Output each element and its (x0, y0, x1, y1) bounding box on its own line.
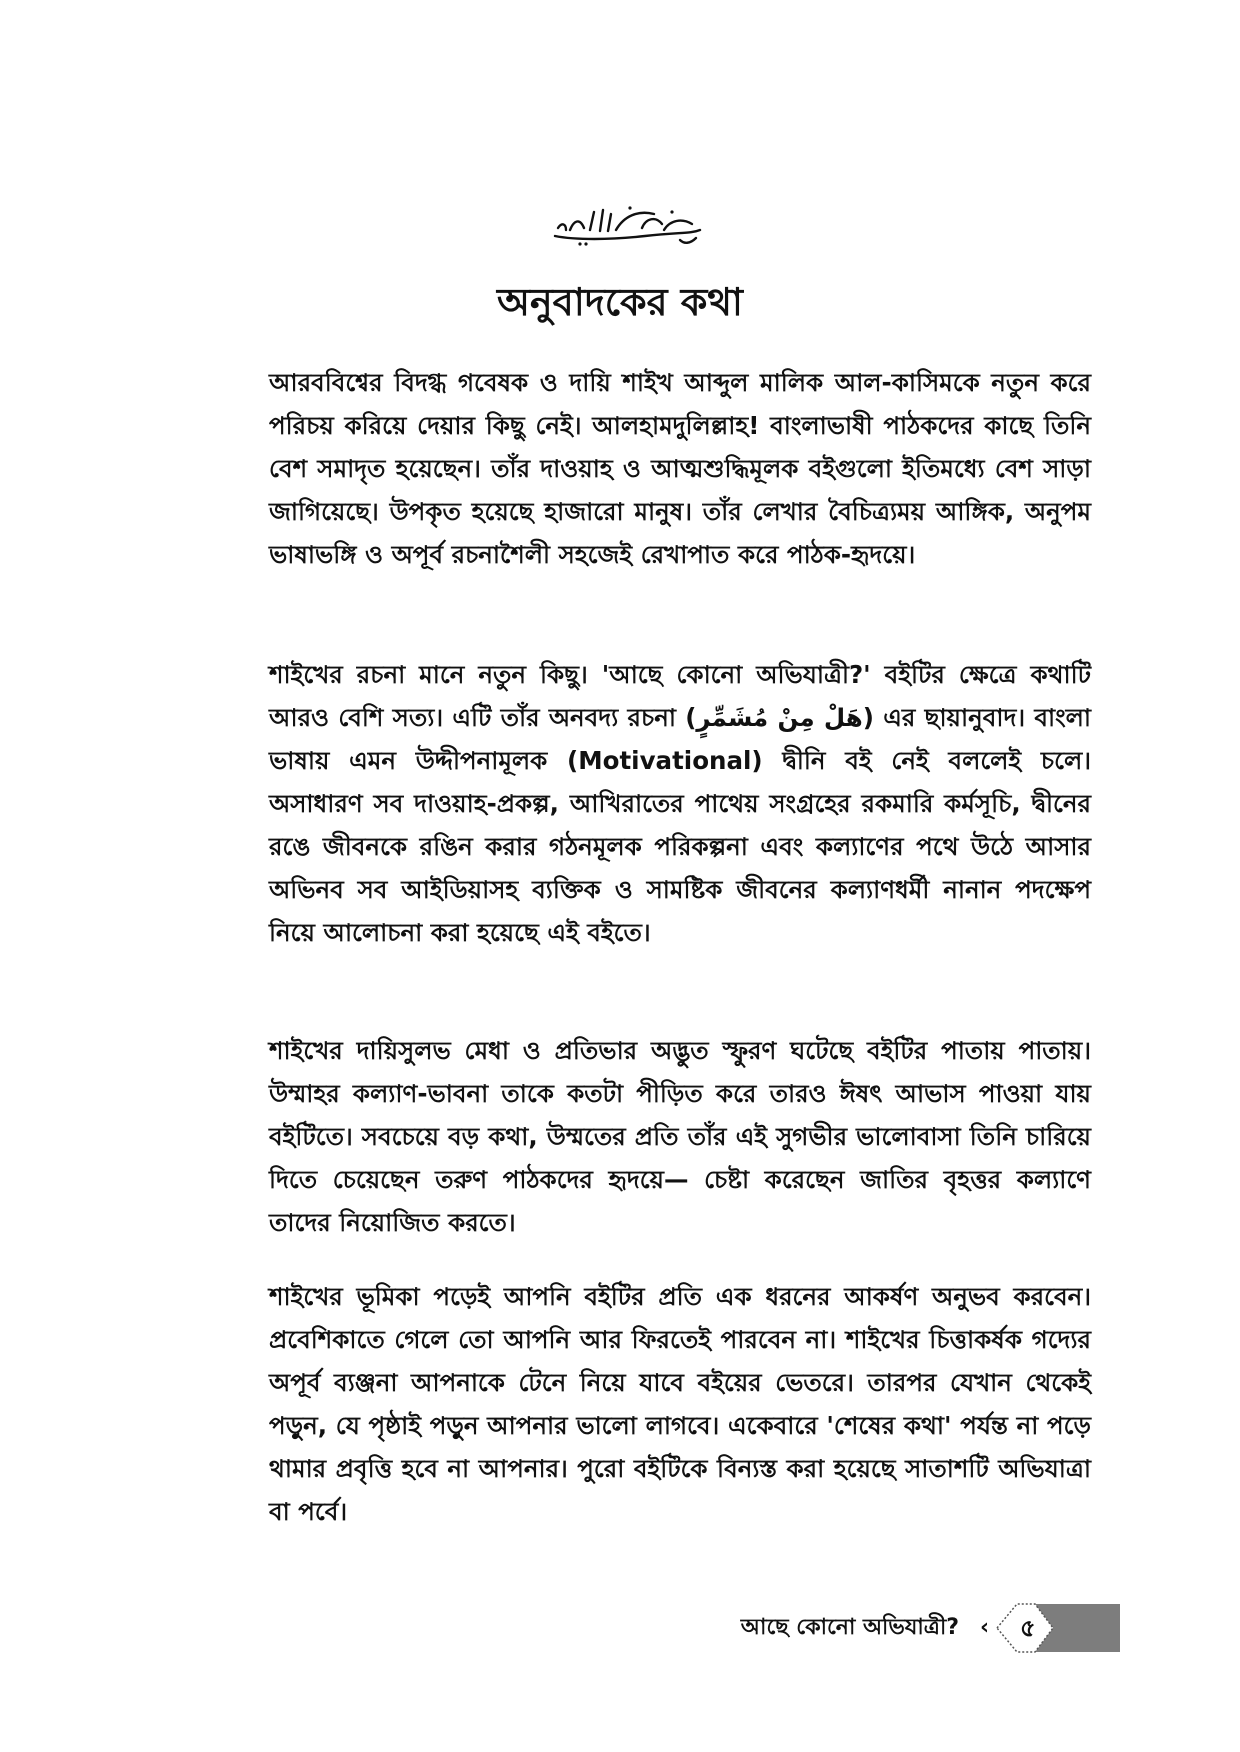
paragraph-intro: আরববিশ্বের বিদগ্ধ গবেষক ও দায়ি শাইখ আব্দুল মালিক আল-কাসিমকে নতুন করে পরিচয় করিয়ে দেয়ার কিছু নেই। আলহামদুলিল্লাহ! বাংলাভাষী পাঠকদের কাছে তিনি বেশ সমাদৃত হয়েছেন। তাঁর দাওয়াহ ও আত্মশুদ্ধিমূলক বইগুলো ইতিমধ্যে বেশ সাড়া জাগিয়েছে। উপকৃত হয়েছে হাজারো মানুষ। তাঁর লেখার বৈচিত্র্যময় আঙ্গিক, অনুপম ভাষাভঙ্গি ও অপূর্ব রচনাশৈলী সহজেই রেখাপাত করে পাঠক-হৃদয়ে। (269, 368, 1091, 569)
chevron-left-icon: ‹ (980, 1615, 990, 1640)
page-title: অনুবাদকের কথা (497, 279, 743, 324)
paragraph-book-description: শাইখের রচনা মানে নতুন কিছু। 'আছে কোনো অভিযাত্রী?' বইটির ক্ষেত্রে কথাটি আরও বেশি সত্য। এটি তাঁর অনবদ্য রচনা (هَلْ مِنْ مُشَمِّرٍ) এর ছায়ানুবাদ। বাংলা ভাষায় এমন উদ্দীপনামূলক (Motivational) দ্বীনি বই নেই বললেই চলে। অসাধারণ সব দাওয়াহ-প্রকল্প, আখিরাতের পাথেয় সংগ্রহের রকমারি কর্মসূচি, দ্বীনের রঙে জীবনকে রঙিন করার গঠনমূলক পরিকল্পনা এবং কল্যাণের পথে উঠে আসার অভিনব সব আইডিয়াসহ ব্যক্তিক ও সামষ্টিক জীবনের কল্যাণধর্মী নানান পদক্ষেপ নিয়ে আলোচনা করা হয়েছে এই বইতে। (269, 660, 1091, 947)
paragraph-reading-experience: শাইখের ভূমিকা পড়েই আপনি বইটির প্রতি এক ধরনের আকর্ষণ অনুভব করবেন। প্রবেশিকাতে গেলে তো আপনি আর ফিরতেই পারবেন না। শাইখের চিত্তাকর্ষক গদ্যের অপূর্ব ব্যঞ্জনা আপনাকে টেনে নিয়ে যাবে বইয়ের ভেতরে। তারপর যেখান থেকেই পড়ুন, যে পৃষ্ঠাই পড়ুন আপনার ভালো লাগবে। একেবারে 'শেষের কথা' পর্যন্ত না পড়ে থামার প্রবৃত্তি হবে না আপনার। পুরো বইটিকে বিন্যস্ত করা হয়েছে সাতাশটি অভিযাত্রা বা পর্বে। (269, 1282, 1091, 1526)
page-number-badge (987, 1600, 1120, 1656)
bismillah-calligraphy-icon (550, 200, 705, 250)
page-number: ৫ (1020, 1614, 1036, 1642)
paragraph-author-vision: শাইখের দায়িসুলভ মেধা ও প্রতিভার অদ্ভুত স্ফুরণ ঘটেছে বইটির পাতায় পাতায়। উম্মাহর কল্যাণ-ভাবনা তাকে কতটা পীড়িত করে তারও ঈষৎ আভাস পাওয়া যায় বইটিতে। সবচেয়ে বড় কথা, উম্মতের প্রতি তাঁর এই সুগভীর ভালোবাসা তিনি চারিয়ে দিতে চেয়েছেন তরুণ পাঠকদের হৃদয়ে— চেষ্টা করেছেন জাতির বৃহত্তর কল্যাণে তাদের নিয়োজিত করতে। (269, 1036, 1091, 1237)
running-book-title: আছে কোনো অভিযাত্রী? (740, 1615, 959, 1640)
page-footer (720, 1600, 1120, 1656)
